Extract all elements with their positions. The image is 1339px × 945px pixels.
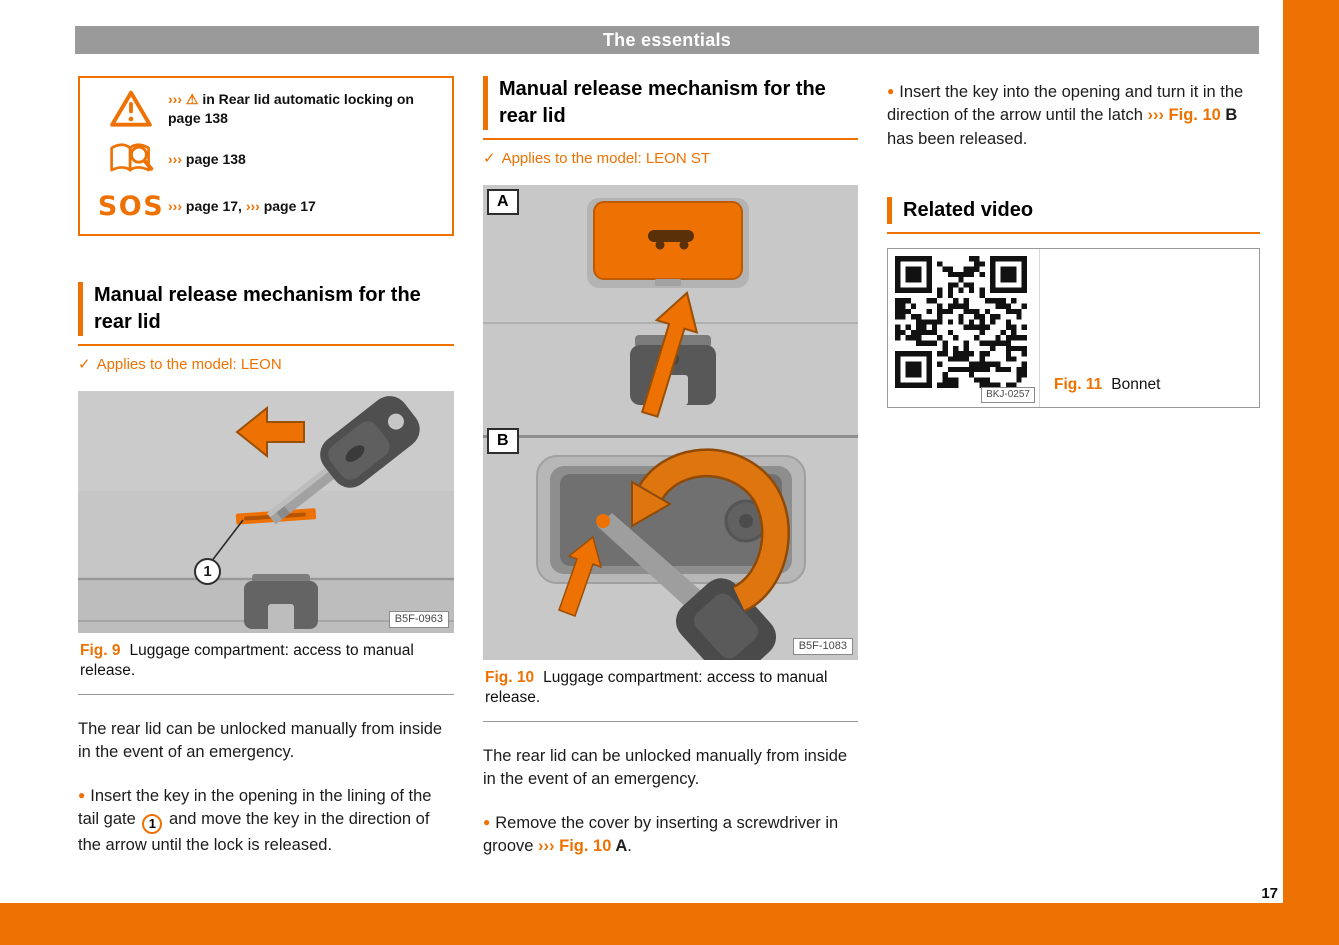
figure-10-caption: Fig. 10 Luggage compartment: access to manual release. [483, 660, 858, 722]
section3-bullet: ● Insert the key into the opening and turn it in the direction of the arrow until the latch ››› Fig. 10 B has been released. [887, 83, 1244, 148]
applies-line-2 [483, 149, 858, 167]
section-heading-1-rule [78, 344, 454, 346]
figure-9 [78, 391, 454, 633]
page-edge-bottom [0, 903, 1339, 945]
booklet-reference-text: ››› page 138 [168, 150, 246, 167]
check-icon: ✓ [78, 355, 91, 373]
section-heading-1 [78, 282, 454, 346]
page-header-title: The essentials [602, 30, 732, 50]
section-heading-2-text: Manual release mechanism for the rear lid [483, 76, 858, 130]
sos-reference-text: ››› page 17, ››› page 17 [168, 197, 316, 214]
check-icon: ✓ [483, 150, 496, 167]
applies-line-1 [78, 355, 454, 373]
qr-code [895, 256, 1032, 393]
page-header-bar [75, 26, 1259, 54]
section-heading-1-text: Manual release mechanism for the rear lid [78, 282, 454, 336]
book-search-icon [94, 141, 168, 178]
page-number: 17 [1261, 885, 1278, 902]
figure-9-illustration [78, 391, 454, 633]
warning-triangle-icon [94, 90, 168, 127]
figure-10-ref-label: B5F-1083 [793, 638, 853, 655]
cross-reference-box [78, 76, 454, 236]
section-heading-2-rule [483, 138, 858, 140]
column-left [78, 76, 454, 857]
figure-10 [483, 185, 858, 660]
figure-11-caption: Fig. 11 Bonnet [1054, 376, 1161, 394]
column-middle [483, 76, 858, 859]
section1-body: The rear lid can be unlocked manually from inside in the event of an emergency. [78, 719, 443, 762]
qr-ref-label: BKJ-0257 [981, 387, 1035, 403]
warning-reference-text: ››› ⚠ in Rear lid automatic locking on page 138 [168, 91, 414, 126]
related-video-box [887, 248, 1260, 408]
related-video-heading [887, 197, 1260, 234]
column-right [887, 76, 1260, 408]
figure-9-callout-1: 1 [194, 558, 221, 585]
section1-bullet: ● Insert the key in the opening in the lining of the tail gate 1 and move the key in the direction of the arrow until the lock is released. [78, 786, 432, 854]
figure-9-ref-label: B5F-0963 [389, 611, 449, 628]
qr-wrap [888, 249, 1040, 407]
page-edge-right [1283, 0, 1339, 945]
figure-10-illustration [483, 185, 858, 660]
warning-reference-row [94, 90, 438, 128]
related-video-heading-rule [887, 232, 1260, 234]
section2-bullet: ● Remove the cover by inserting a screwdriver in groove ››› Fig. 10 A. [483, 813, 839, 856]
panel-a-label: A [487, 189, 519, 215]
related-video-heading-text: Related video [887, 197, 1260, 224]
figure-9-caption: Fig. 9 Luggage compartment: access to manual release. [78, 633, 454, 695]
applies-text-2: Applies to the model: LEON ST [501, 150, 711, 167]
section2-body: The rear lid can be unlocked manually from inside in the event of an emergency. [483, 746, 848, 789]
booklet-reference-row [94, 141, 438, 178]
sos-reference-row [94, 191, 438, 222]
sos-icon: SOS [97, 190, 165, 222]
section-heading-2 [483, 76, 858, 140]
panel-b-label: B [487, 428, 519, 454]
applies-text-1: Applies to the model: LEON [96, 355, 282, 373]
